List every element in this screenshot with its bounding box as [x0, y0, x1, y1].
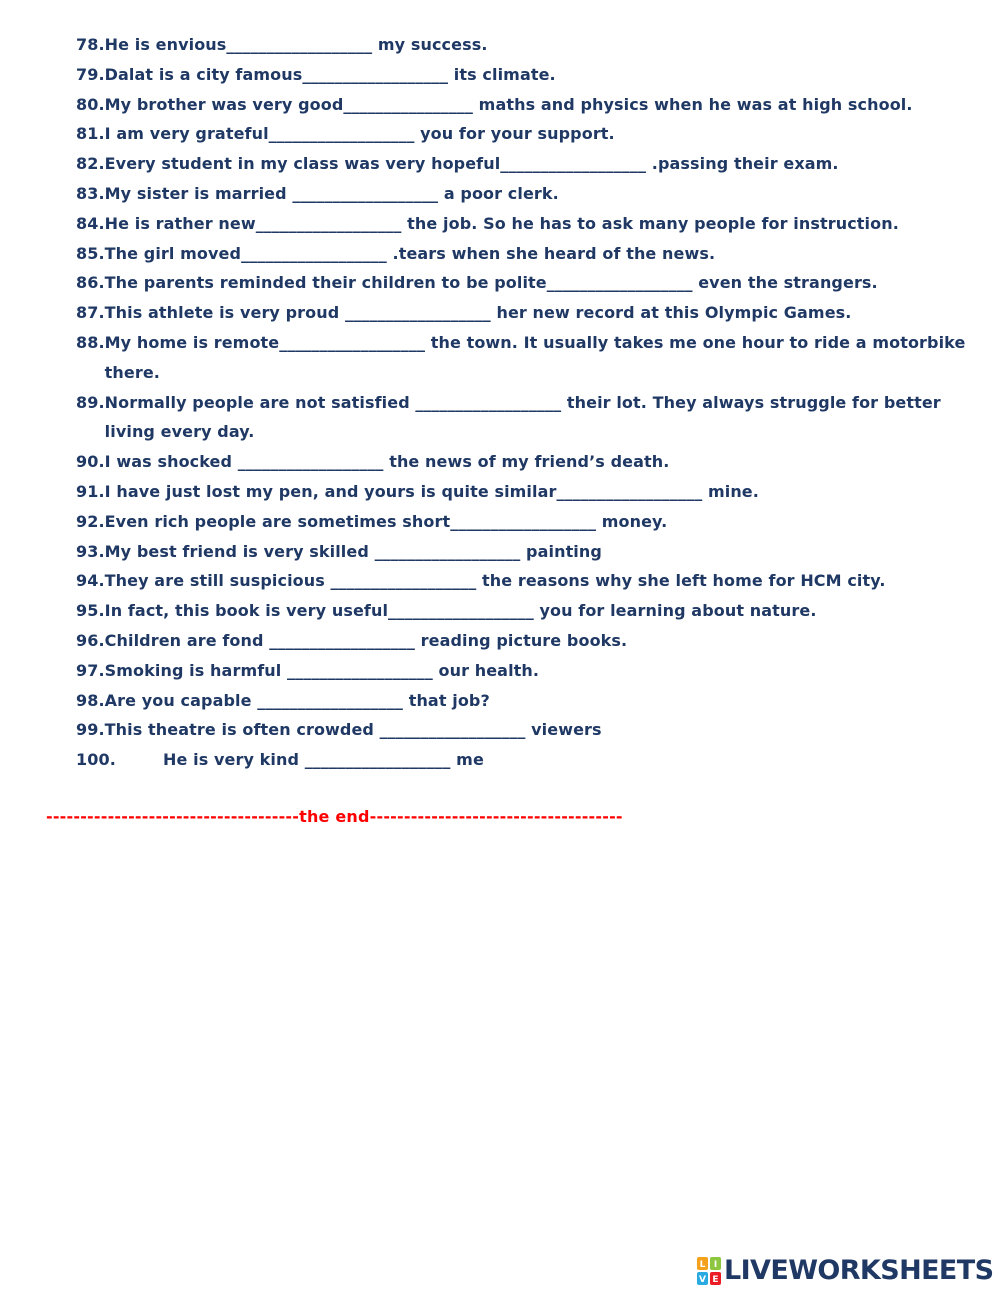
- question-text: In fact, this book is very useful__________________ you for learning about nature.: [104, 601, 817, 621]
- question-text: I am very grateful__________________ you for your support.: [104, 124, 615, 144]
- question-text: Normally people are not satisfied __________________ their lot. They always struggle for better living every day.: [104, 392, 947, 442]
- question-text: He is rather new__________________ the job. So he has to ask many people for instruction.: [104, 213, 899, 233]
- question-item: [76, 566, 976, 596]
- question-text: This athlete is very proud __________________ her new record at this Olympic Games.: [104, 303, 852, 323]
- liveworksheets-logo[interactable]: [697, 1254, 993, 1288]
- question-number: 98.: [76, 690, 105, 710]
- question-item: [76, 745, 976, 775]
- question-number: 81.: [76, 124, 105, 144]
- question-text: The parents reminded their children to be polite__________________ even the strangers.: [104, 273, 878, 293]
- question-item: [76, 537, 976, 567]
- question-item: [76, 626, 976, 656]
- question-text: Smoking is harmful __________________ our health.: [104, 660, 540, 680]
- svg-text:E: E: [712, 1275, 719, 1285]
- question-number: 89.: [76, 392, 105, 412]
- question-number: 99.: [76, 720, 105, 740]
- end-divider: -------------------------------------the end-------------------------------------: [46, 807, 623, 826]
- question-text: They are still suspicious __________________ the reasons why she left home for HCM city.: [104, 571, 886, 591]
- question-number: 97.: [76, 660, 105, 680]
- question-number: 86.: [76, 273, 105, 293]
- question-number: 90.: [76, 452, 105, 472]
- question-text: Are you capable __________________ that job?: [104, 690, 490, 710]
- question-number: 96.: [76, 630, 105, 650]
- question-text: My best friend is very skilled __________________ painting: [104, 541, 602, 561]
- question-item: [76, 447, 976, 477]
- question-number: 87.: [76, 303, 105, 323]
- question-text: I was shocked __________________ the news of my friend’s death.: [104, 452, 670, 472]
- question-item: [76, 239, 976, 269]
- question-item: [76, 60, 976, 90]
- question-text: The girl moved__________________ .tears when she heard of the news.: [104, 243, 716, 263]
- question-text: My brother was very good________________ maths and physics when he was at high school.: [104, 94, 913, 114]
- question-item: [76, 298, 976, 328]
- question-text: I have just lost my pen, and yours is quite similar__________________ mine.: [104, 481, 759, 501]
- question-text: My sister is married __________________ a poor clerk.: [104, 183, 559, 203]
- question-number: 95.: [76, 601, 105, 621]
- question-number: 82.: [76, 154, 105, 174]
- question-text: My home is remote__________________ the town. It usually takes me one hour to ride a motorbike there.: [104, 332, 972, 382]
- question-text: This theatre is often crowded __________________ viewers: [104, 720, 602, 740]
- question-item: [76, 149, 976, 179]
- question-text: Every student in my class was very hopeful__________________ .passing their exam.: [104, 154, 839, 174]
- question-number: 78.: [76, 35, 105, 54]
- question-item: [76, 596, 976, 626]
- svg-text:L: L: [699, 1260, 706, 1270]
- question-number: 88.: [76, 332, 105, 352]
- question-item: [76, 507, 976, 537]
- question-text: He is very kind __________________ me: [163, 750, 484, 770]
- question-number: 83.: [76, 183, 105, 203]
- question-item: [76, 715, 976, 745]
- question-item: [76, 90, 976, 120]
- question-item: [76, 388, 976, 448]
- question-number: 79.: [76, 64, 105, 84]
- question-number: 100.: [76, 750, 116, 770]
- question-text: Even rich people are sometimes short__________________ money.: [104, 511, 668, 531]
- question-number: 94.: [76, 571, 105, 591]
- liveworksheets-logo-icon: [697, 1257, 721, 1285]
- question-item: [76, 686, 976, 716]
- question-number: 85.: [76, 243, 105, 263]
- question-number: 84.: [76, 213, 105, 233]
- question-number: 91.: [76, 481, 105, 501]
- question-text: Dalat is a city famous__________________ its climate.: [104, 64, 556, 84]
- question-number: 80.: [76, 94, 105, 114]
- question-item: [76, 477, 976, 507]
- question-text: Children are fond __________________ reading picture books.: [104, 630, 628, 650]
- question-item: [76, 30, 976, 60]
- question-item: [76, 209, 976, 239]
- question-item: [76, 656, 976, 686]
- question-item: [76, 328, 976, 388]
- logo-text: LIVEWORKSHEETS: [724, 1255, 994, 1286]
- question-number: 92.: [76, 511, 105, 531]
- question-item: [76, 119, 976, 149]
- question-list: [76, 30, 976, 775]
- question-number: 93.: [76, 541, 105, 561]
- question-item: [76, 179, 976, 209]
- svg-text:I: I: [713, 1260, 718, 1270]
- question-text: He is envious__________________ my success.: [104, 35, 488, 54]
- question-item: [76, 268, 976, 298]
- svg-text:V: V: [699, 1275, 706, 1285]
